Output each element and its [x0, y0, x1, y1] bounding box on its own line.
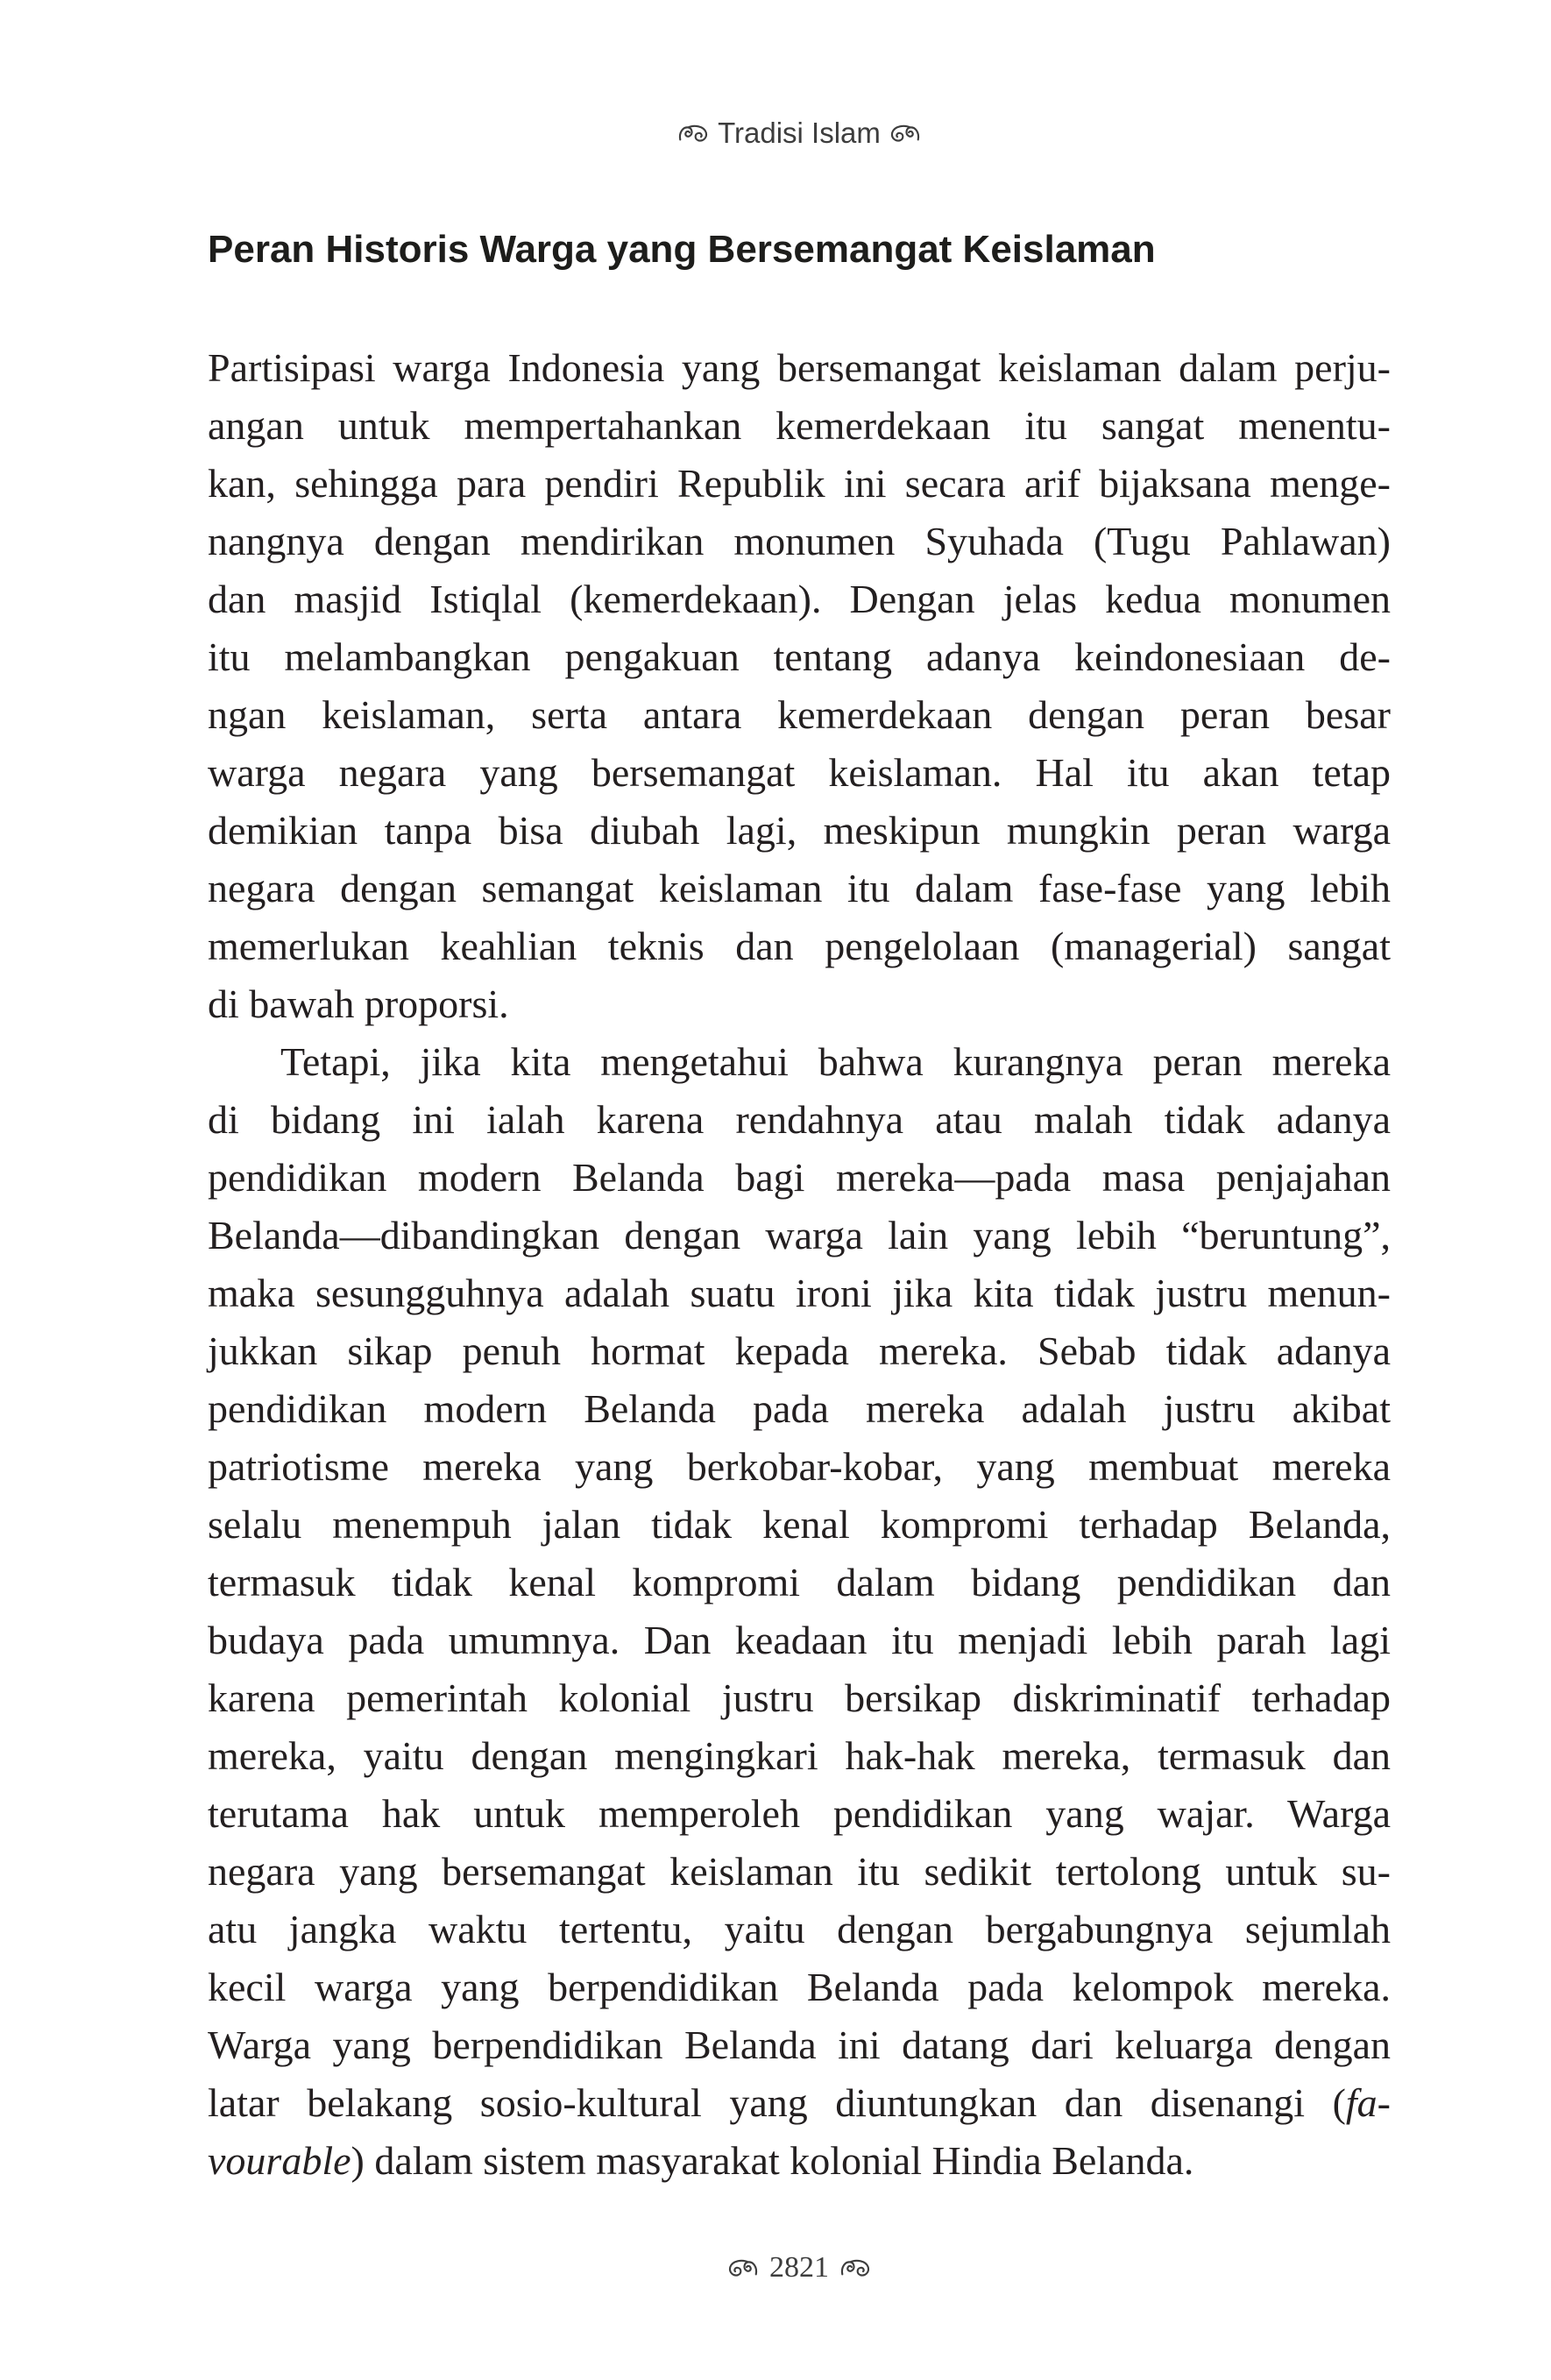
text-line: Warga yang berpendidikan Belanda ini datang dari keluarga dengan — [208, 2022, 1391, 2067]
fleuron-left-icon — [727, 2256, 759, 2279]
paragraph — [208, 339, 1391, 1033]
running-header — [208, 111, 1391, 155]
page-number: 2821 — [769, 2251, 829, 2284]
text-line — [208, 2132, 1391, 2190]
text-line — [208, 2074, 1391, 2132]
text-line: Tetapi, jika kita mengetahui bahwa kurangnya peran mereka — [280, 1039, 1391, 1084]
text-line: patriotisme mereka yang berkobar-kobar, yang membuat mereka — [208, 1444, 1391, 1489]
running-title: Tradisi Islam — [718, 117, 881, 149]
text-line: maka sesungguhnya adalah suatu ironi jika kita tidak justru menun- — [208, 1271, 1391, 1315]
fleuron-right-icon — [839, 2256, 871, 2279]
text-segment: latar belakang sosio-kultural yang diuntungkan dan disenangi ( — [208, 2080, 1346, 2125]
page-footer — [208, 2246, 1391, 2290]
text-line: selalu menempuh jalan tidak kenal kompromi terhadap Belanda, — [208, 1502, 1391, 1547]
section-heading: Peran Historis Warga yang Bersemangat Keislaman — [208, 228, 1156, 271]
text-line: di bawah proporsi. — [208, 981, 509, 1026]
text-line: Partisipasi warga Indonesia yang bersemangat keislaman dalam perju- — [208, 345, 1391, 390]
text-line: nangnya dengan mendirikan monumen Syuhada (Tugu Pahlawan) — [208, 519, 1391, 563]
italic-term: fa- — [1345, 2080, 1391, 2125]
text-line: pendidikan modern Belanda pada mereka adalah justru akibat — [208, 1386, 1391, 1431]
text-line: pendidikan modern Belanda bagi mereka—pada masa penjajahan — [208, 1155, 1391, 1200]
text-segment: ) dalam sistem masyarakat kolonial Hindia Belanda. — [351, 2138, 1194, 2183]
text-line: ngan keislaman, serta antara kemerdekaan dengan peran besar — [208, 692, 1391, 737]
text-line: termasuk tidak kenal kompromi dalam bidang pendidikan dan — [208, 1560, 1391, 1604]
fleuron-left-icon — [677, 122, 709, 145]
text-line: di bidang ini ialah karena rendahnya atau malah tidak adanya — [208, 1097, 1391, 1142]
text-line: mereka, yaitu dengan mengingkari hak-hak mereka, termasuk dan — [208, 1733, 1391, 1778]
text-line: negara yang bersemangat keislaman itu sedikit tertolong untuk su- — [208, 1849, 1391, 1894]
text-line: budaya pada umumnya. Dan keadaan itu menjadi lebih parah lagi — [208, 1618, 1391, 1662]
text-line: angan untuk mempertahankan kemerdekaan itu sangat menentu- — [208, 403, 1391, 448]
text-line: itu melambangkan pengakuan tentang adanya keindonesiaan de- — [208, 634, 1391, 679]
text-line: demikian tanpa bisa diubah lagi, meskipun mungkin peran warga — [208, 808, 1391, 853]
italic-term: vourable — [208, 2138, 351, 2183]
text-line: atu jangka waktu tertentu, yaitu dengan bergabungnya sejumlah — [208, 1907, 1391, 1951]
text-line: negara dengan semangat keislaman itu dalam fase-fase yang lebih — [208, 866, 1391, 910]
text-line: memerlukan keahlian teknis dan pengelolaan (managerial) sangat — [208, 924, 1391, 968]
text-line: warga negara yang bersemangat keislaman. Hal itu akan tetap — [208, 750, 1391, 795]
text-line: terutama hak untuk memperoleh pendidikan yang wajar. Warga — [208, 1791, 1391, 1836]
paragraph — [208, 1033, 1391, 2190]
text-line: karena pemerintah kolonial justru bersikap diskriminatif terhadap — [208, 1675, 1391, 1720]
text-line: kan, sehingga para pendiri Republik ini secara arif bijaksana menge- — [208, 461, 1391, 506]
text-line: kecil warga yang berpendidikan Belanda pada kelompok mereka. — [208, 1965, 1391, 2009]
text-line: Belanda—dibandingkan dengan warga lain yang lebih “beruntung”, — [208, 1213, 1391, 1257]
body-text — [208, 339, 1391, 2190]
fleuron-right-icon — [889, 122, 921, 145]
text-line: dan masjid Istiqlal (kemerdekaan). Dengan jelas kedua monumen — [208, 577, 1391, 621]
text-line: jukkan sikap penuh hormat kepada mereka. Sebab tidak adanya — [208, 1328, 1391, 1373]
